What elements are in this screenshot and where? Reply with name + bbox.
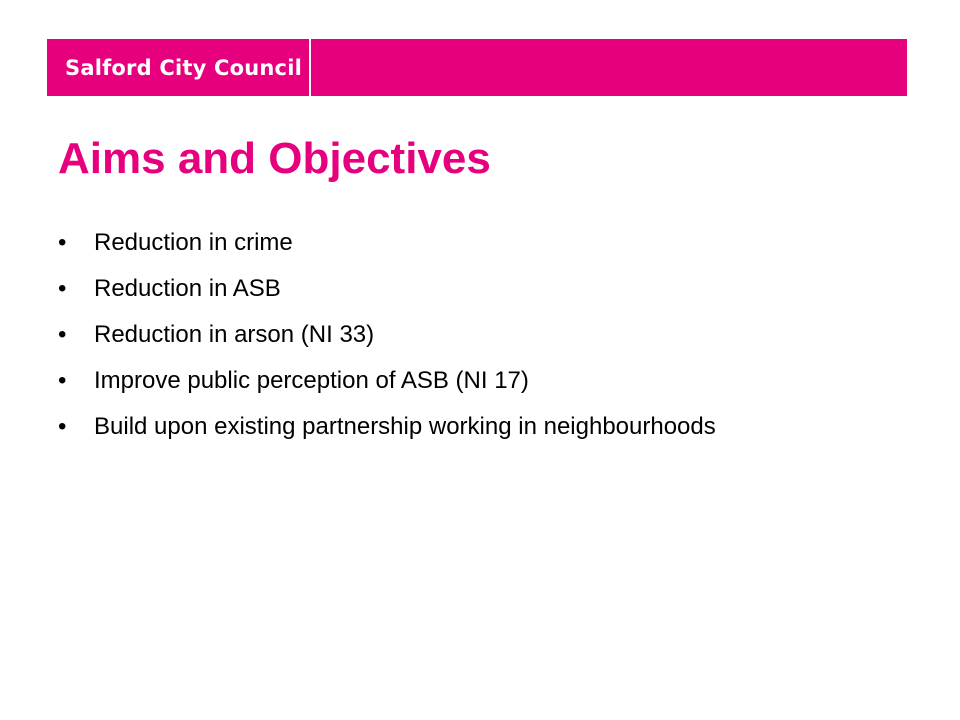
bullet-marker: • xyxy=(58,321,67,348)
bullet-text: Reduction in ASB xyxy=(94,275,281,302)
bullet-marker: • xyxy=(58,413,67,440)
slide-title: Aims and Objectives xyxy=(58,134,491,183)
header-banner xyxy=(47,39,907,96)
bullet-item xyxy=(58,228,778,258)
bullet-text: Reduction in arson (NI 33) xyxy=(94,321,375,348)
bullet-text: Improve public perception of ASB (NI 17) xyxy=(94,367,529,394)
bullet-item xyxy=(58,320,778,350)
bullet-item xyxy=(58,274,778,304)
council-logo-text: Salford City Council xyxy=(65,55,302,80)
council-logo xyxy=(47,39,311,96)
banner-fill xyxy=(311,39,907,96)
bullet-text: Reduction in crime xyxy=(94,229,293,256)
bullet-marker: • xyxy=(58,367,67,394)
bullet-list xyxy=(58,228,778,458)
bullet-marker: • xyxy=(58,229,67,256)
bullet-text: Build upon existing partnership working in neighbourhoods xyxy=(94,413,716,440)
bullet-item xyxy=(58,412,778,442)
bullet-marker: • xyxy=(58,275,67,302)
bullet-item xyxy=(58,366,778,396)
